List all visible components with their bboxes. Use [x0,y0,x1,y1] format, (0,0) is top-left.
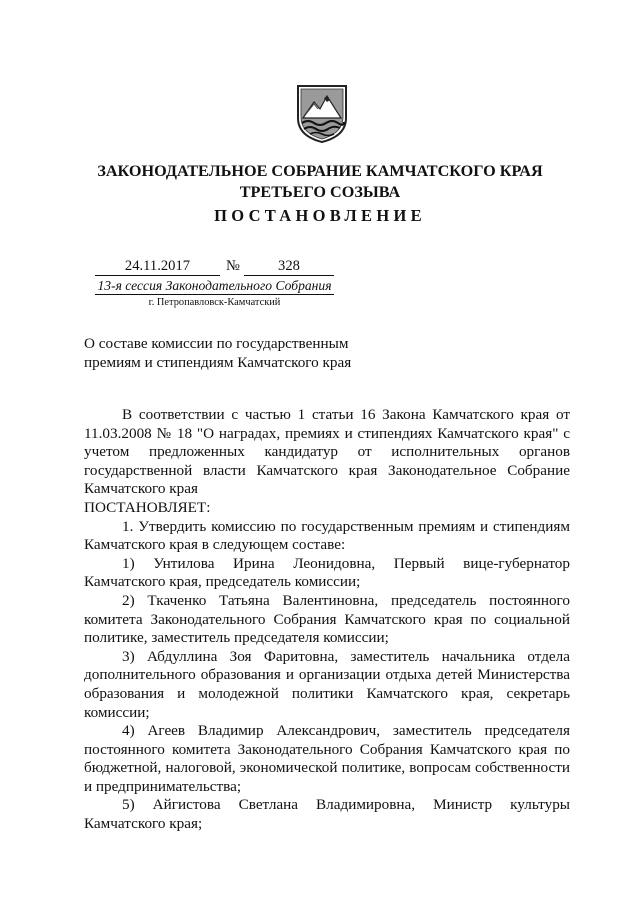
document-number: 328 [244,258,334,276]
list-item: 3) Абдуллина Зоя Фаритовна, заместитель начальника отдела дополнительного образования и организации отдыха детей Министерства образования и молодежной политики Камчатского края, секретарь комиссии; [84,647,570,721]
list-item: 5) Айгистова Светлана Владимировна, Министр культуры Камчатского края; [84,796,570,833]
document-date: 24.11.2017 [95,258,220,276]
session-name: 13-я сессия Законодательного Собрания [95,278,334,295]
kamchatka-coat-of-arms-icon [294,82,350,144]
subject-line: премиям и стипендиям Камчатского края [84,354,352,371]
intro-paragraph: В соответствии с частью 1 статьи 16 Закона Камчатского края от 11.03.2008 № 18 "О наградах, премиях и стипендиях Камчатского края" с учетом предложенных кандидатур от исполнительных органов государственной власти Камчатского края Законодательное Собрание Камчатского края [84,406,570,498]
list-item: 1) Унтилова Ирина Леонидовна, Первый вице-губернатор Камчатского края, председатель комиссии; [84,554,570,591]
resolves-heading: ПОСТАНОВЛЯЕТ: [84,498,211,516]
org-title: ЗАКОНОДАТЕЛЬНОЕ СОБРАНИЕ КАМЧАТСКОГО КРАЯ [97,162,543,180]
city-name: г. Петропавловск-Камчатский [148,297,281,308]
list-item: 1. Утвердить комиссию по государственным премиям и стипендиям Камчатского края в следующем составе: [84,517,570,554]
document-body [84,406,570,834]
document-type: ПОСТАНОВЛЕНИЕ [214,206,426,225]
number-sign: № [226,258,240,274]
org-convocation: ТРЕТЬЕГО СОЗЫВА [239,183,401,201]
list-item: 2) Ткаченко Татьяна Валентиновна, председатель постоянного комитета Законодательного Собрания Камчатского края по социальной политике, заместитель председателя комиссии; [84,591,570,647]
document-subject [84,334,404,372]
subject-line: О составе комиссии по государственным [84,335,349,352]
list-item: 4) Агеев Владимир Александрович, заместитель председателя постоянного комитета Законодательного Собрания Камчатского края по бюджетной, налоговой, экономической политике, вопросам собственности и предпринимательства; [84,722,570,795]
